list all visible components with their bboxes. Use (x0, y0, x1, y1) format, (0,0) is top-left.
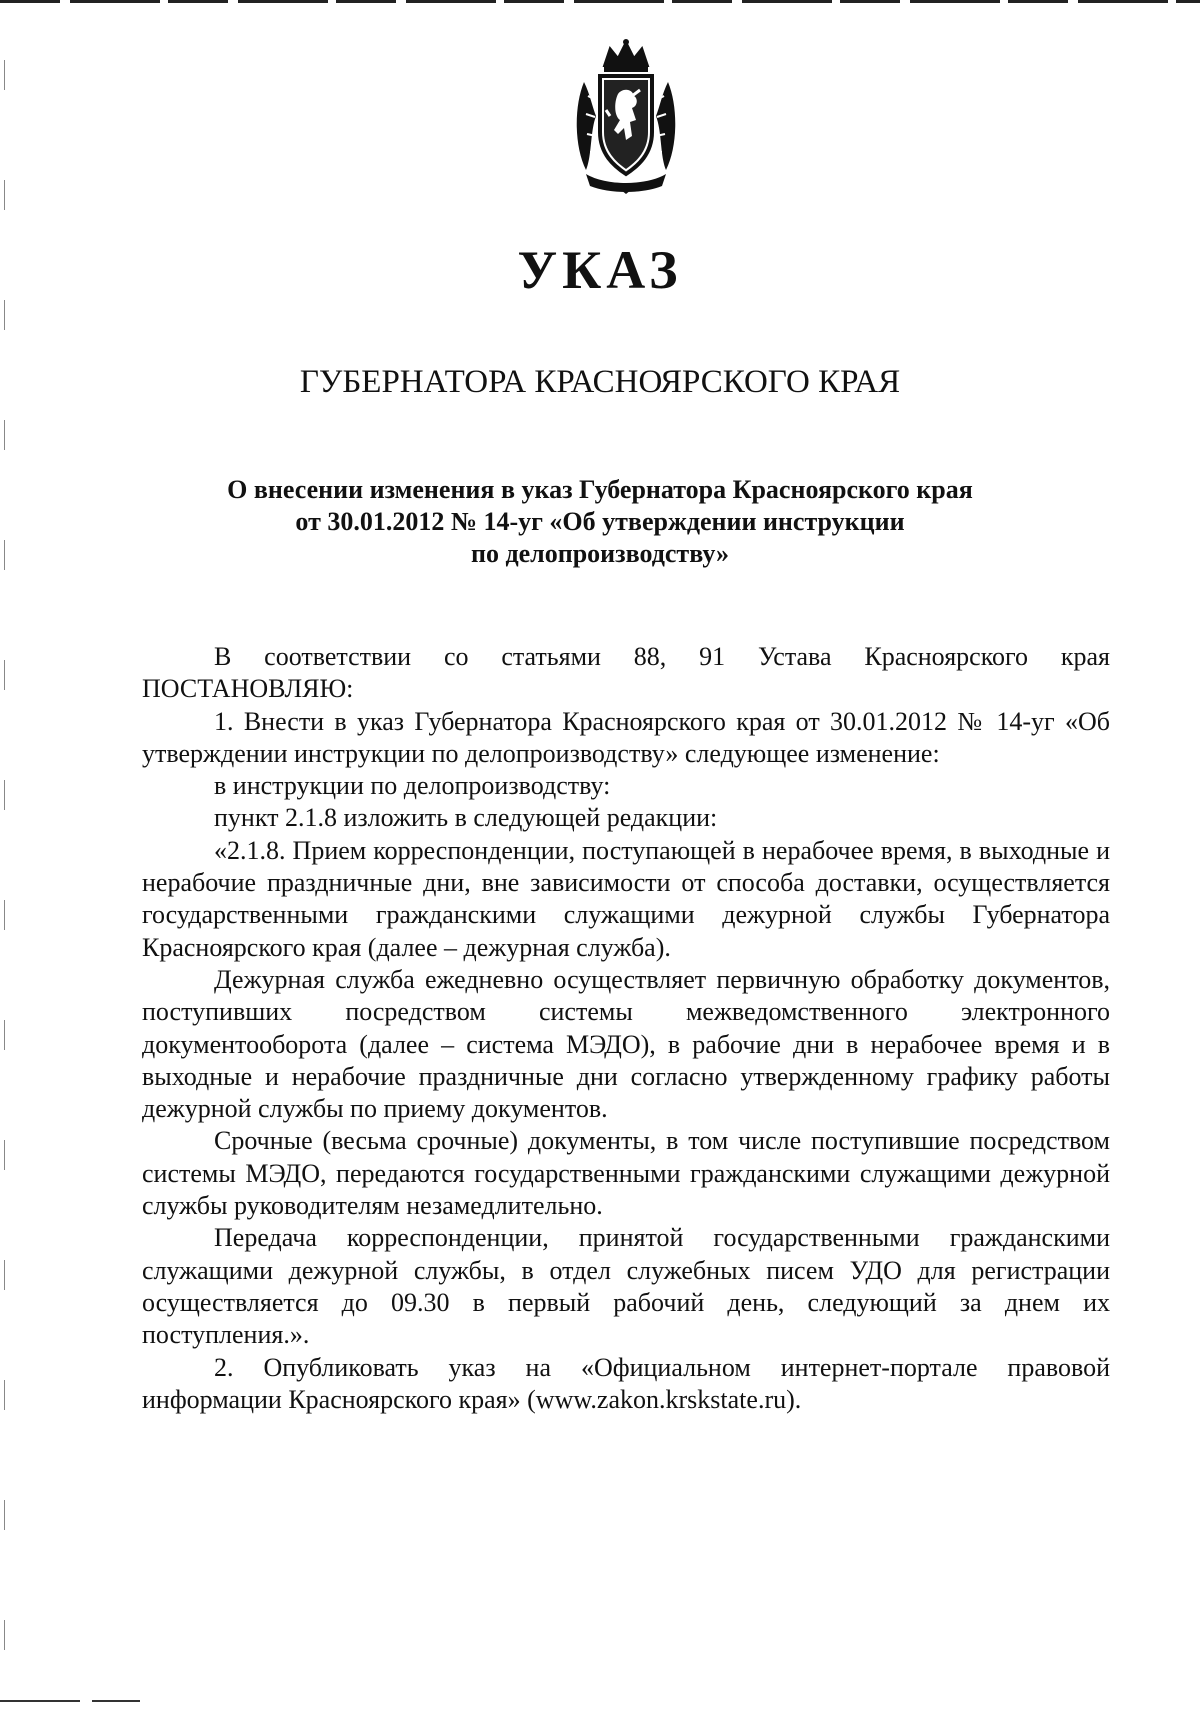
document-title: УКАЗ (517, 240, 683, 300)
paragraph-item-2: 2. Опубликовать указ на «Официальном интернет-портале правовой информации Красноярского края» (www.zakon.krskstate.ru). (142, 1352, 1110, 1414)
heading-line: по делопроизводству» (470, 539, 729, 568)
paragraph-duty-service: Дежурная служба ежедневно осуществляет первичную обработку документов, поступивших посредством системы межведомственного электронного документооборота (далее – система МЭДО), в рабочие дни в нерабочее время и в выходные и нерабочие праздничные дни согласно утвержденному графику работы дежурной службы по приему документов. (142, 964, 1110, 1124)
paragraph-instruction-ref: в инструкции по делопроизводству: (214, 771, 611, 801)
paragraph-clause-ref: пункт 2.1.8 изложить в следующей редакции: (214, 803, 718, 833)
document-heading (140, 474, 1060, 570)
heading-line: О внесении изменения в указ Губернатора Красноярского края (227, 475, 973, 504)
paragraph-item-1: 1. Внести в указ Губернатора Красноярского края от 30.01.2012 № 14-уг «Об утверждении инструкции по делопроизводству» следующее изменение: (142, 706, 1110, 768)
document-body (142, 641, 1110, 1416)
scan-border-bottom (0, 1700, 140, 1702)
paragraph-transfer: Передача корреспонденции, принятой государственными гражданскими служащими дежурной службы, в отдел служебных писем УДО для регистрации осуществляется до 09.30 в первый рабочий день, следующий за днем их поступления.». (142, 1223, 1110, 1350)
document-issuer: ГУБЕРНАТОРА КРАСНОЯРСКОГО КРАЯ (299, 364, 901, 400)
scan-border-top (0, 0, 1200, 3)
paragraph-urgent-docs: Срочные (весьма срочные) документы, в том числе поступившие посредством системы МЭДО, передаются государственными гражданскими служащими дежурной службы руководителям незамедлительно. (142, 1126, 1110, 1221)
scan-border-left (4, 60, 5, 1660)
krasnoyarsk-coat-of-arms-icon (566, 36, 686, 196)
paragraph-preamble: В соответствии со статьями 88, 91 Устава Красноярского края ПОСТАНОВЛЯЮ: (142, 642, 1110, 704)
paragraph-clause-text: «2.1.8. Прием корреспонденции, поступающей в нерабочее время, в выходные и нерабочие праздничные дни, вне зависимости от способа доставки, осуществляется государственными гражданскими служащими дежурной службы Губернатора Красноярского края (далее – дежурная служба). (142, 835, 1110, 962)
heading-line: от 30.01.2012 № 14-уг «Об утверждении инструкции (295, 507, 905, 536)
